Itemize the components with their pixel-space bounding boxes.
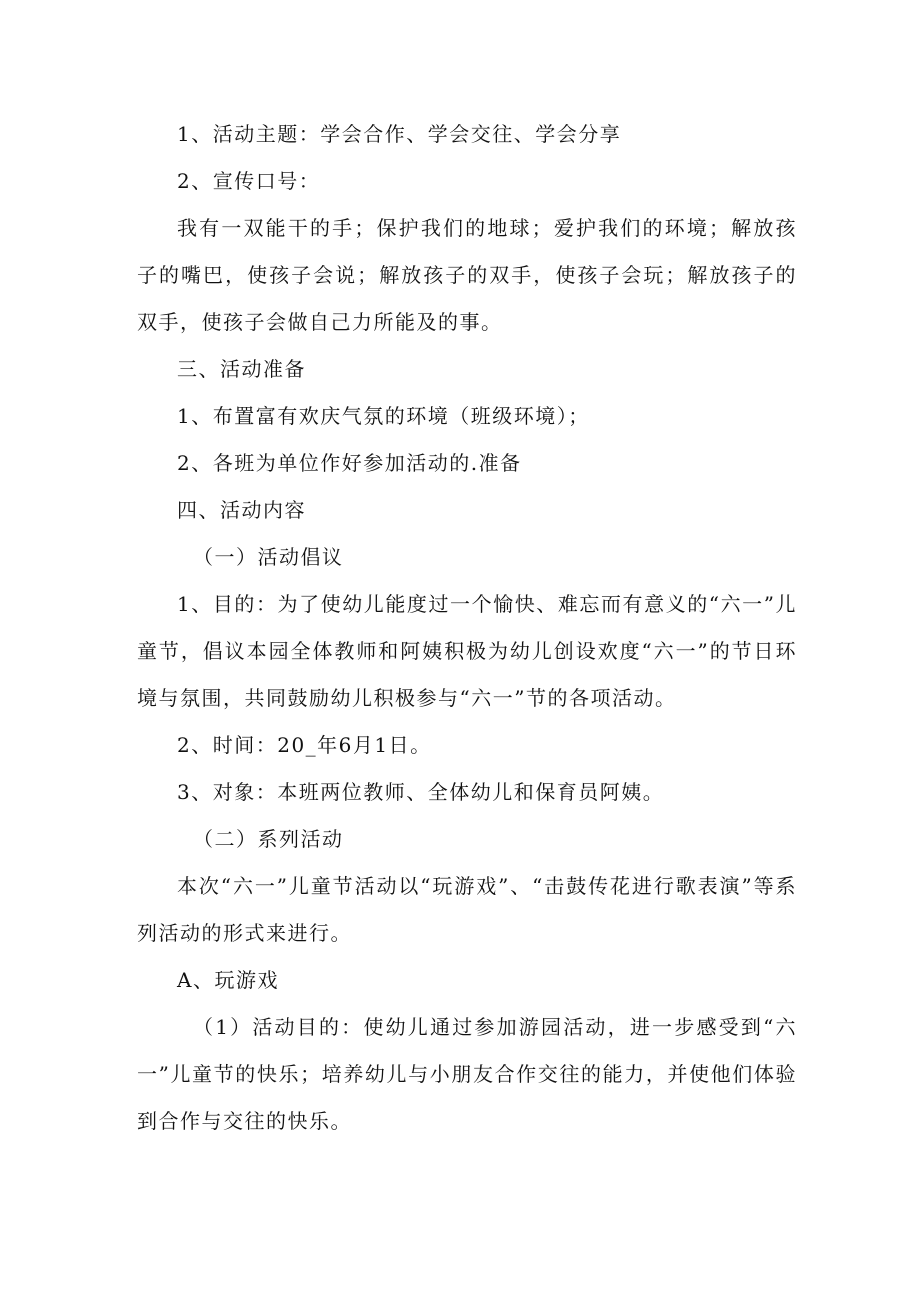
slogan-heading: 2、宣传口号： — [177, 169, 321, 193]
initiative-purpose-paragraph: 1、目的：为了使幼儿能度过一个愉快、难忘而有意义的“六一”儿童节，倡议本园全体教师和阿姨积极为幼儿创设欢度“六一”的节日环境与氛围，共同鼓励幼儿积极参与“六一”节的各项活动。 — [137, 592, 797, 710]
subsection-initiative-heading: （一）活动倡议 — [193, 545, 344, 569]
section-preparation-heading: 三、活动准备 — [177, 357, 306, 381]
game-purpose-paragraph: （1）活动目的：使幼儿通过参加游园活动，进一步感受到“六一”儿童节的快乐；培养幼儿与小朋友合作交往的能力，并使他们体验到合作与交往的快乐。 — [137, 1015, 797, 1133]
preparation-item-2: 2、各班为单位作好参加活动的.准备 — [177, 451, 522, 475]
initiative-time: 2、时间：20_年6月1日。 — [177, 733, 432, 757]
document-body — [137, 111, 797, 1145]
slogan-paragraph: 我有一双能干的手；保护我们的地球；爱护我们的环境；解放孩子的嘴巴，使孩子会说；解放孩子的双手，使孩子会玩；解放孩子的双手，使孩子会做自己力所能及的事。 — [137, 216, 797, 334]
activity-theme: 1、活动主题：学会合作、学会交往、学会分享 — [177, 122, 622, 146]
series-intro-paragraph: 本次“六一”儿童节活动以“玩游戏”、“击鼓传花进行歌表演”等系列活动的形式来进行。 — [137, 874, 797, 945]
preparation-item-1: 1、布置富有欢庆气氛的环境（班级环境）； — [177, 404, 590, 428]
subsection-series-heading: （二）系列活动 — [193, 827, 344, 851]
section-content-heading: 四、活动内容 — [177, 498, 306, 522]
game-heading: A、玩游戏 — [177, 968, 279, 992]
initiative-audience: 3、对象：本班两位教师、全体幼儿和保育员阿姨。 — [177, 780, 665, 804]
